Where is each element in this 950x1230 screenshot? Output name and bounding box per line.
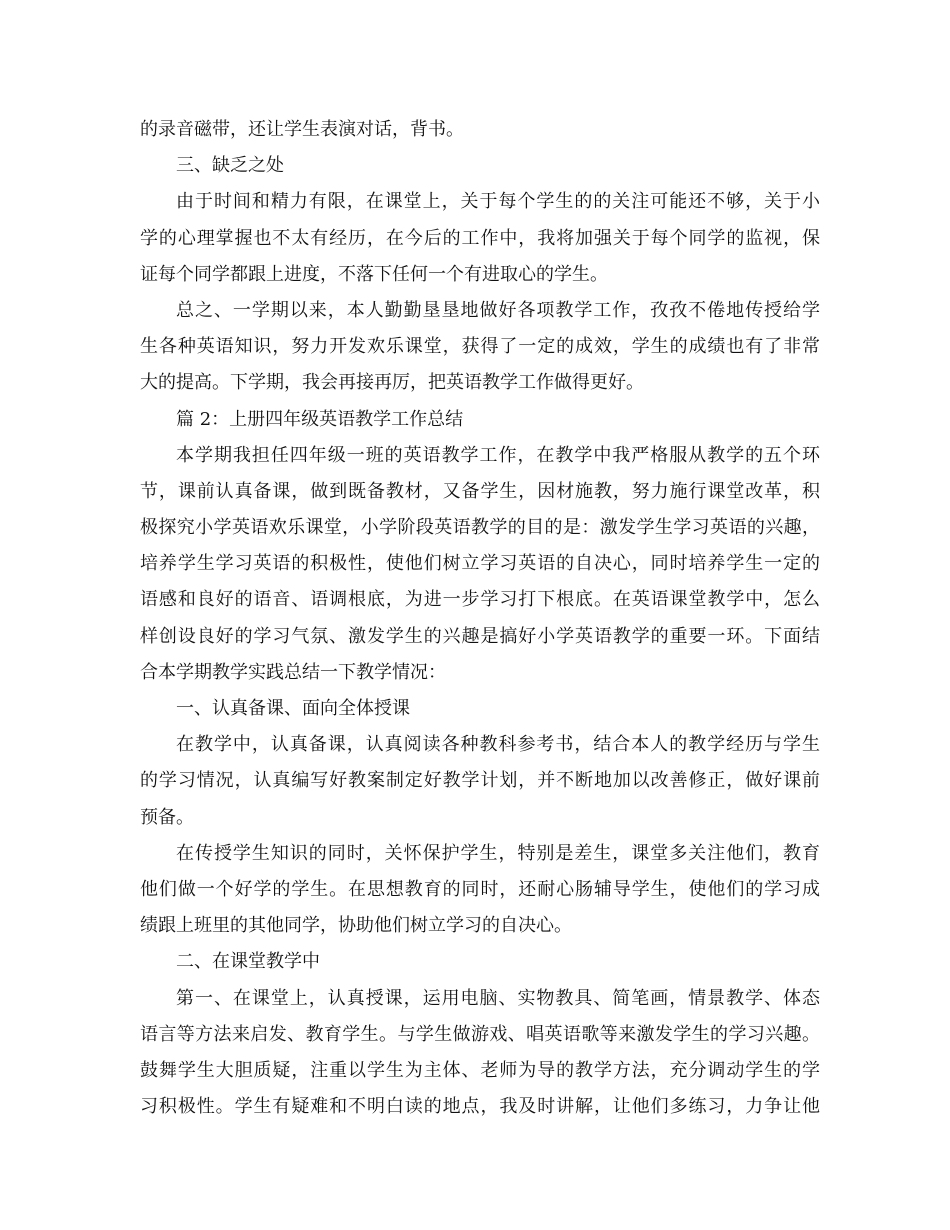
section-heading: 二、在课堂教学中: [176, 951, 320, 973]
text-line: 鼓舞学生大胆质疑，注重以学生为主体、老师为导的教学方法，充分调动学生的学: [140, 1059, 820, 1081]
section-heading: 三、缺乏之处: [176, 155, 284, 177]
text-line: 极探究小学英语欢乐课堂，小学阶段英语教学的目的是：激发学生学习英语的兴趣，: [140, 517, 820, 539]
text-line: 证每个同学都跟上进度，不落下任何一个有进取心的学生。: [140, 263, 608, 285]
document-body: [140, 112, 820, 1125]
text-line: 第一、在课堂上，认真授课，运用电脑、实物教具、简笔画，情景教学、体态: [176, 987, 820, 1009]
text-line: 预备。: [140, 806, 194, 828]
article-title: 篇 2：上册四年级英语教学工作总结: [176, 408, 464, 430]
text-line: 习积极性。学生有疑难和不明白读的地点，我及时讲解，让他们多练习，力争让他: [140, 1096, 820, 1118]
text-line: 语感和良好的语音、语调根底，为进一步学习打下根底。在英语课堂教学中，怎么: [140, 589, 820, 611]
text-line: 语言等方法来启发、教育学生。与学生做游戏、唱英语歌等来激发学生的学习兴趣。: [140, 1023, 820, 1045]
text-line: 绩跟上班里的其他同学，协助他们树立学习的自决心。: [140, 915, 572, 937]
text-line: 合本学期教学实践总结一下教学情况：: [140, 661, 446, 683]
text-line: 他们做一个好学的学生。在思想教育的同时，还耐心肠辅导学生，使他们的学习成: [140, 878, 820, 900]
text-line: 的录音磁带，还让学生表演对话，背书。: [140, 119, 464, 140]
text-line: 的学习情况，认真编写好教案制定好教学计划，并不断地加以改善修正，做好课前: [140, 770, 820, 792]
section-heading: 一、认真备课、面向全体授课: [176, 698, 410, 719]
text-line: 由于时间和精力有限，在课堂上，关于每个学生的的关注可能还不够，关于小: [176, 191, 820, 213]
text-line: 本学期我担任四年级一班的英语教学工作，在教学中我严格服从教学的五个环: [176, 444, 820, 466]
text-line: 样创设良好的学习气氛、激发学生的兴趣是搞好小学英语教学的重要一环。下面结: [140, 625, 820, 647]
text-line: 在传授学生知识的同时，关怀保护学生，特别是差生，课堂多关注他们，教育: [176, 842, 820, 864]
text-line: 节，课前认真备课，做到既备教材，又备学生，因材施教，努力施行课堂改革，积: [140, 480, 820, 502]
text-line: 学的心理掌握也不太有经历，在今后的工作中，我将加强关于每个同学的监视，保: [140, 227, 820, 249]
text-line: 生各种英语知识，努力开发欢乐课堂，获得了一定的成效，学生的成绩也有了非常: [140, 336, 820, 358]
text-line: 在教学中，认真备课，认真阅读各种教科参考书，结合本人的教学经历与学生: [176, 734, 820, 756]
text-line: 总之、一学期以来，本人勤勤垦垦地做好各项教学工作，孜孜不倦地传授给学: [176, 299, 820, 321]
text-line: 大的提高。下学期，我会再接再厉，把英语教学工作做得更好。: [140, 372, 644, 394]
text-line: 培养学生学习英语的积极性，使他们树立学习英语的自决心，同时培养学生一定的: [140, 553, 820, 575]
